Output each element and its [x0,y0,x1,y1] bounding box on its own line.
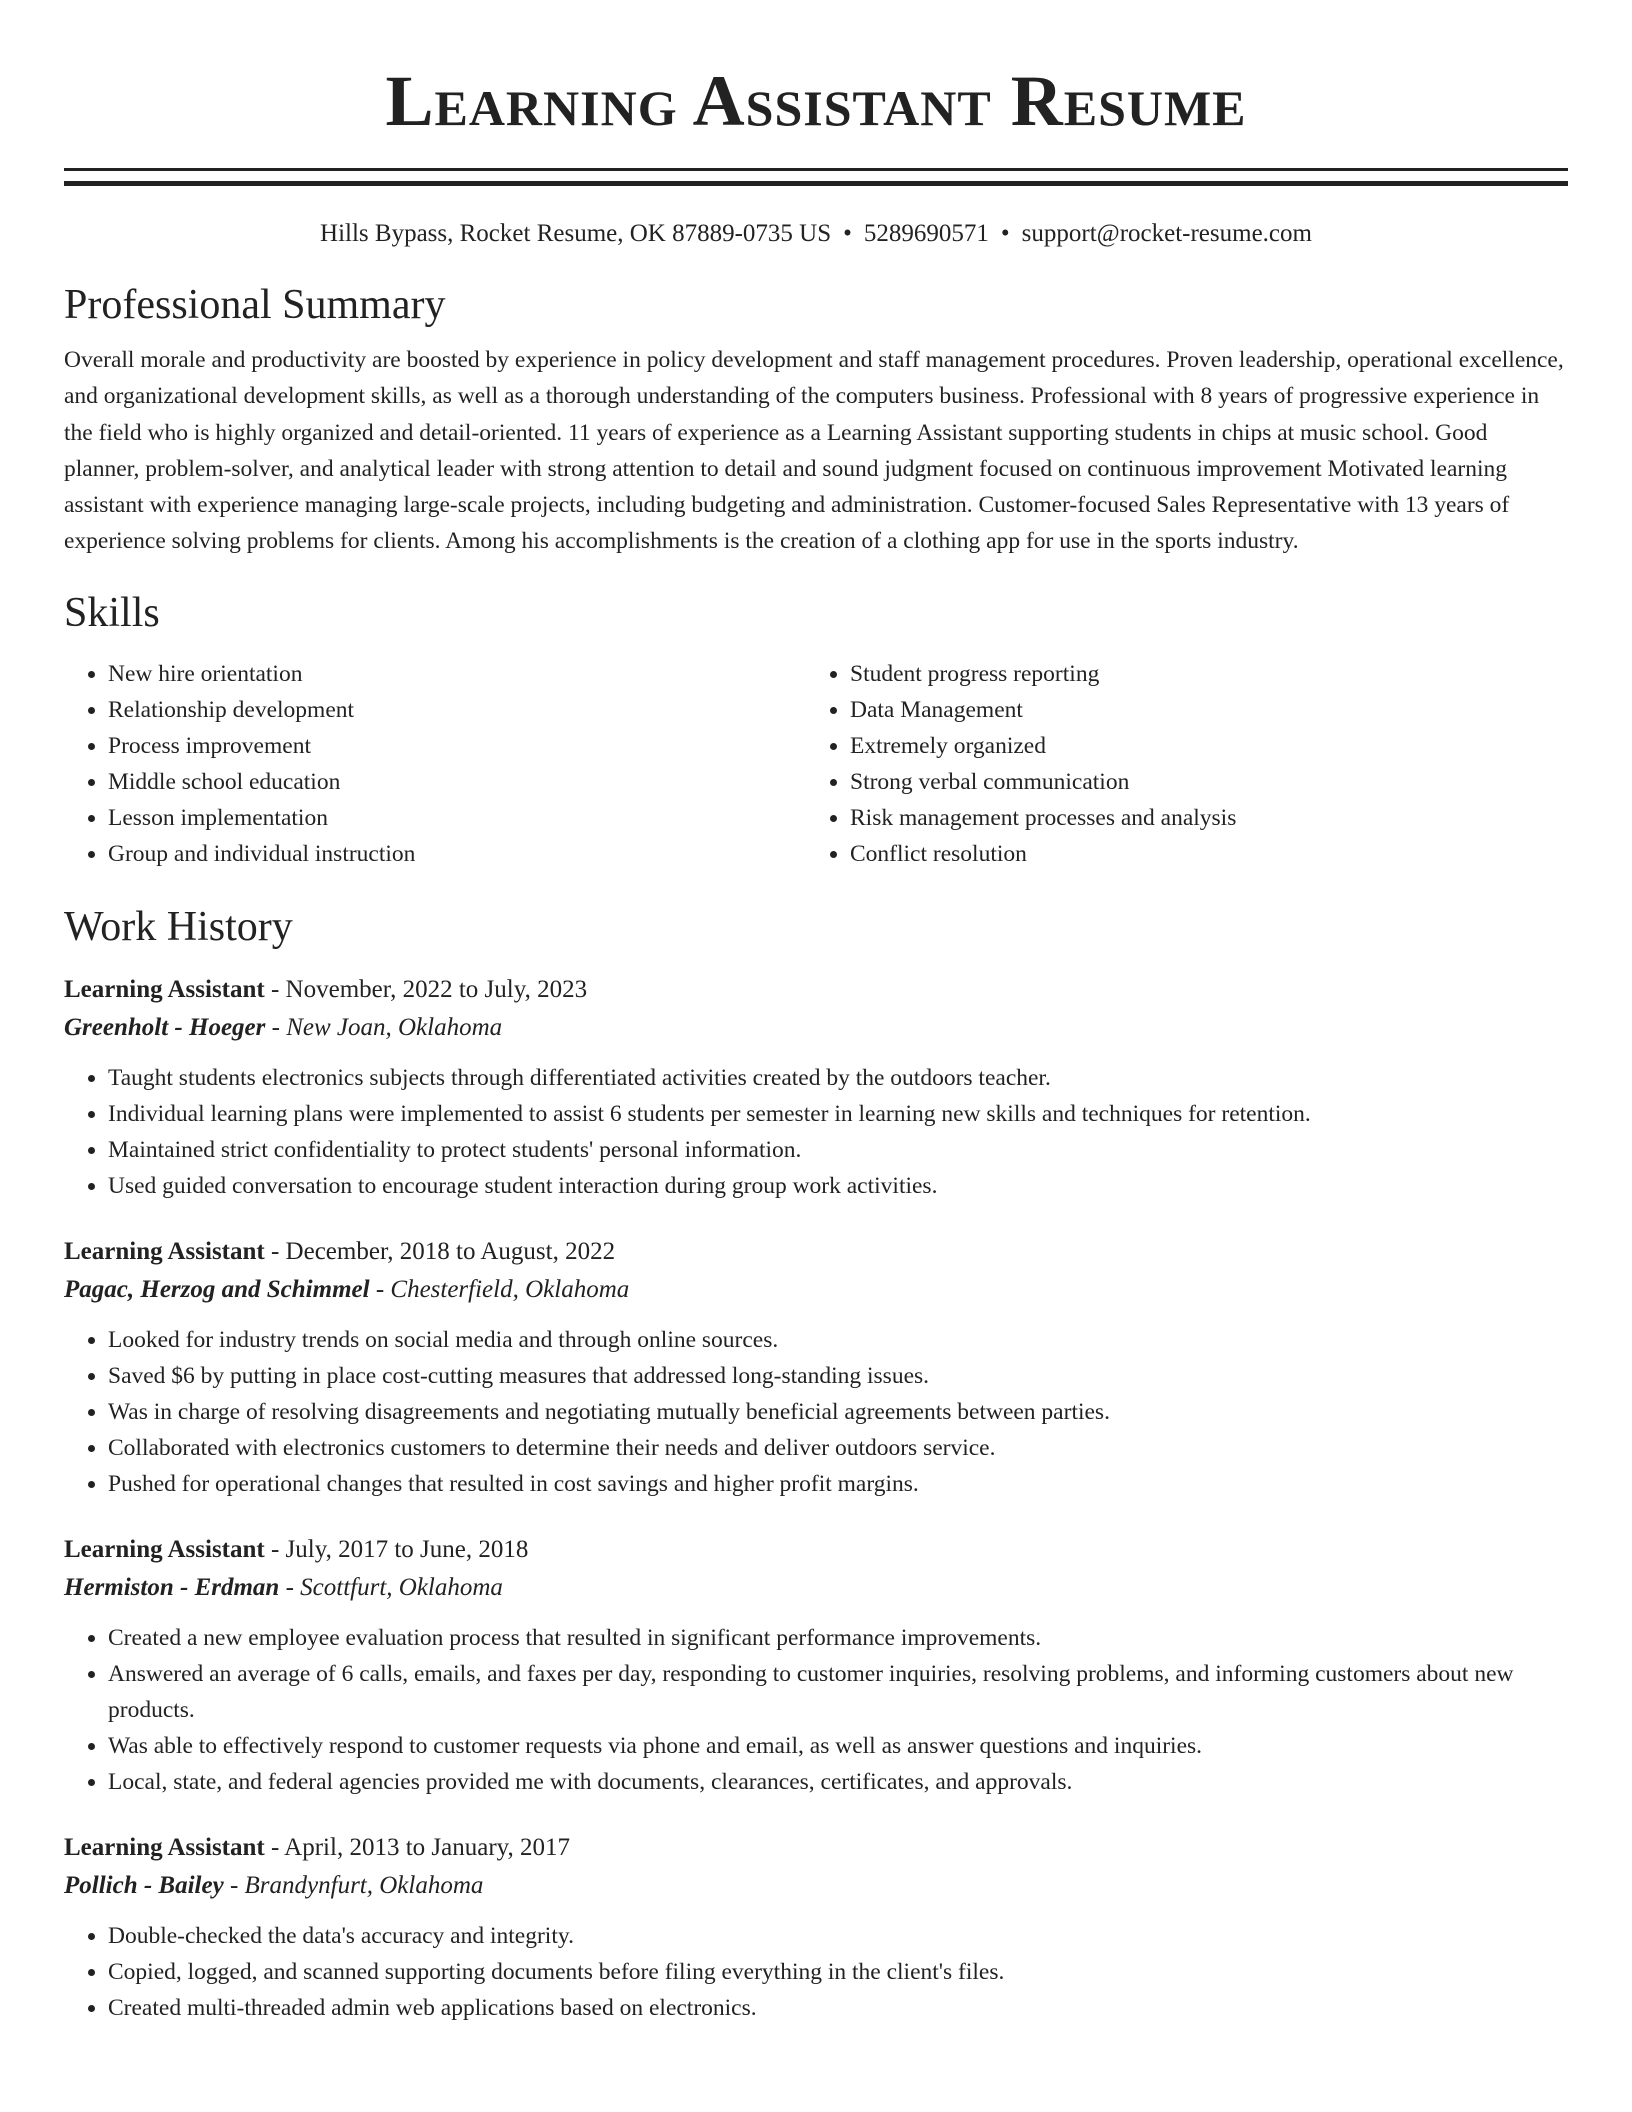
job-bullet: • Was able to effectively respond to customer requests via phone and email, as well as answer questions and inquiries. [108,1728,1568,1764]
job-company: Hermiston - Erdman [64,1573,280,1601]
job-company-line [64,1568,1568,1608]
job-title-line [64,1234,1568,1270]
contact-phone: 5289690571 [863,220,989,247]
job-bullet: • Created multi-threaded admin web applications based on electronics. [108,1990,1568,2026]
contact-address: Hills Bypass, Rocket Resume, OK 87889-0735 US [320,220,832,247]
job-bullet: • Answered an average of 6 calls, emails, and faxes per day, responding to customer inquiries, resolving problems, and informing customers about new products. [108,1656,1568,1728]
job-company-line [64,1866,1568,1906]
resume-title: Learning Assistant Resume [385,61,1247,141]
job-bullet: • Was in charge of resolving disagreements and negotiating mutually beneficial agreements between parties. [108,1394,1568,1430]
job-bullet: • Used guided conversation to encourage student interaction during group work activities. [108,1168,1568,1204]
skill-item: • Group and individual instruction [108,836,806,872]
job-location: - Chesterfield, Oklahoma [369,1275,630,1303]
job-company-line [64,1008,1568,1048]
job-dates: - July, 2017 to June, 2018 [264,1535,529,1563]
skill-item: • Middle school education [108,764,806,800]
skills-left-column [64,656,806,872]
job-role: Learning Assistant [64,1535,265,1563]
skill-item: • Student progress reporting [850,656,1548,692]
skill-item: • Extremely organized [850,728,1548,764]
job-bullet: • Local, state, and federal agencies provided me with documents, clearances, certificates, and approvals. [108,1764,1568,1800]
job-bullet: • Individual learning plans were implemented to assist 6 students per semester in learning new skills and techniques for retention. [108,1096,1568,1132]
skill-item: • New hire orientation [108,656,806,692]
summary-text: Overall morale and productivity are boosted by experience in policy development and staff management procedures. Proven leadership, operational excellence, and organizational development skills, as well as a thorough understanding of the computers business. Professional with 8 years of progressive experience in the field who is highly organized and detail-oriented. 11 years of experience as a Learning Assistant supporting students in chips at music school. Good planner, problem-solver, and analytical leader with strong attention to detail and sound judgment focused on continuous improvement Motivated learning assistant with experience managing large-scale projects, including budgeting and administration. Customer-focused Sales Representative with 13 years of experience solving problems for clients. Among his accomplishments is the creation of a clothing app for use in the sports industry. [64,347,1564,555]
skill-item: • Strong verbal communication [850,764,1548,800]
job-role: Learning Assistant [64,1833,265,1861]
job-role: Learning Assistant [64,1237,265,1265]
job-bullets [64,1060,1568,1204]
job-bullet: • Copied, logged, and scanned supporting documents before filing everything in the client's files. [108,1954,1568,1990]
job-title-line [64,972,1568,1008]
skill-item: • Process improvement [108,728,806,764]
job-dates: - November, 2022 to July, 2023 [264,975,588,1003]
skill-item: • Data Management [850,692,1548,728]
skills-right-column [806,656,1548,872]
job-bullet: • Created a new employee evaluation process that resulted in significant performance improvements. [108,1620,1568,1656]
job-bullets [64,1620,1568,1800]
job-bullets [64,1322,1568,1502]
job-company: Greenholt - Hoeger [64,1013,266,1041]
contact-separator: • [1000,220,1010,247]
job-bullet: • Collaborated with electronics customers to determine their needs and deliver outdoors service. [108,1430,1568,1466]
contact-line [64,218,1568,250]
skills-heading: Skills [64,589,160,636]
skills-list [64,656,1568,872]
job-bullet: • Pushed for operational changes that resulted in cost savings and higher profit margins. [108,1466,1568,1502]
job-bullet: • Saved $6 by putting in place cost-cutting measures that addressed long-standing issues. [108,1358,1568,1394]
job-location: - Brandynfurt, Oklahoma [223,1871,484,1899]
job-company-line [64,1270,1568,1310]
resume-page [64,0,1568,2026]
job-title-line [64,1532,1568,1568]
job-bullet: • Looked for industry trends on social media and through online sources. [108,1322,1568,1358]
job-entry [64,1830,1568,2026]
skill-item: • Relationship development [108,692,806,728]
job-dates: - April, 2013 to January, 2017 [264,1833,571,1861]
job-entry [64,1532,1568,1800]
job-title-line [64,1830,1568,1866]
job-bullet: • Maintained strict confidentiality to protect students' personal information. [108,1132,1568,1168]
title-divider [64,168,1568,186]
job-bullets [64,1918,1568,2026]
skill-item: • Lesson implementation [108,800,806,836]
job-location: - Scottfurt, Oklahoma [279,1573,503,1601]
job-company: Pollich - Bailey [64,1871,224,1899]
job-location: - New Joan, Oklahoma [265,1013,503,1041]
contact-separator: • [843,220,852,247]
job-entry [64,972,1568,1204]
job-company: Pagac, Herzog and Schimmel [64,1275,370,1303]
contact-email: support@rocket-resume.com [1021,220,1312,247]
summary-heading: Professional Summary [64,282,446,328]
skill-item: • Risk management processes and analysis [850,800,1548,836]
job-role: Learning Assistant [64,975,265,1003]
work-history-heading: Work History [64,903,293,950]
job-dates: - December, 2018 to August, 2022 [264,1237,616,1265]
job-bullet: • Double-checked the data's accuracy and integrity. [108,1918,1568,1954]
skill-item: • Conflict resolution [850,836,1548,872]
job-bullet: • Taught students electronics subjects through differentiated activities created by the outdoors teacher. [108,1060,1568,1096]
job-entry [64,1234,1568,1502]
